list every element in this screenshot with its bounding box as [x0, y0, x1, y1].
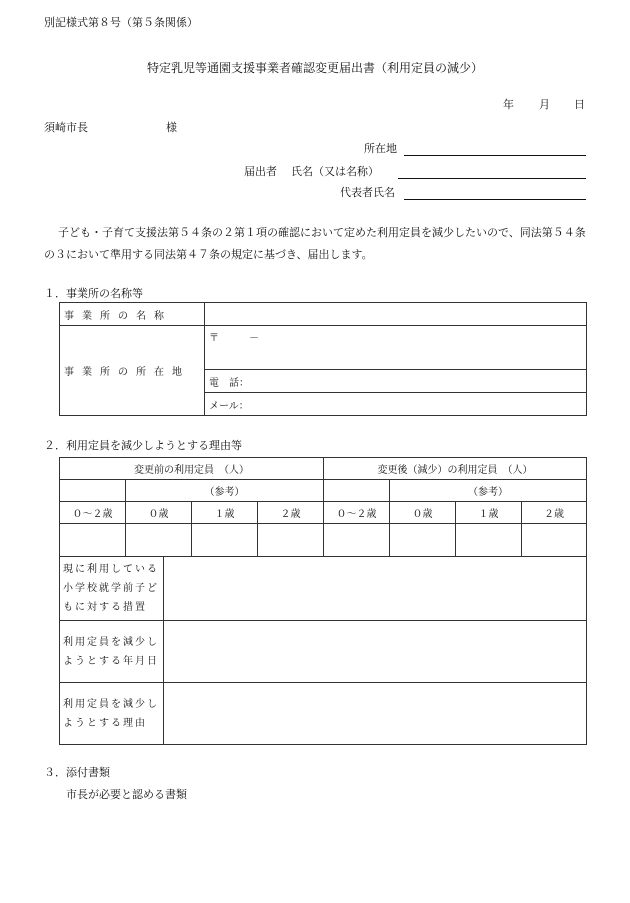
section1-heading: １．事業所の名称等 [44, 287, 143, 300]
facility-address-label: 事業所の所在地 [60, 326, 205, 416]
postal-field[interactable] [205, 326, 587, 370]
measures-label: 現に利用している小学校就学前子どもに対する措置 [60, 557, 164, 621]
form-number: 別記様式第８号（第５条関係） [44, 16, 198, 29]
age-header: １歳 [456, 502, 522, 524]
before-capacity-header: 変更前の利用定員 （人） [60, 458, 324, 480]
date-day: 日 [574, 98, 585, 111]
capacity-input[interactable] [390, 524, 456, 557]
age-header: ２歳 [522, 502, 587, 524]
age-header: ０歳 [126, 502, 192, 524]
email-field[interactable] [205, 393, 587, 416]
age-header: ０～２歳 [60, 502, 126, 524]
addressee-name: 須崎市長 [44, 121, 88, 134]
date-month: 月 [539, 98, 550, 111]
capacity-input[interactable] [456, 524, 522, 557]
after-ref-header: （参考） [390, 480, 587, 502]
rep-label: 代表者氏名 [340, 186, 395, 199]
capacity-input[interactable] [192, 524, 258, 557]
address-field[interactable] [404, 155, 586, 156]
reduction-date-field[interactable] [164, 621, 587, 683]
before-blank-cell [60, 480, 126, 502]
age-header: ０～２歳 [324, 502, 390, 524]
age-header: １歳 [192, 502, 258, 524]
capacity-input[interactable] [60, 524, 126, 557]
age-header: ２歳 [258, 502, 324, 524]
email-label: メール： [209, 400, 249, 412]
section2-heading: ２．利用定員を減少しようとする理由等 [44, 439, 242, 452]
reduction-reason-label: 利用定員を減少しようとする理由 [60, 683, 164, 745]
after-blank-cell [324, 480, 390, 502]
name-field[interactable] [398, 178, 586, 179]
facility-name-field[interactable] [205, 303, 587, 326]
addressee-honorific: 様 [166, 121, 177, 134]
reduction-date-label: 利用定員を減少しようとする年月日 [60, 621, 164, 683]
document-title: 特定乳児等通園支援事業者確認変更届出書（利用定員の減少） [146, 61, 483, 75]
date-year: 年 [503, 98, 514, 111]
section3-heading: ３．添付書類 [44, 766, 110, 779]
reason-table [59, 556, 587, 745]
postal-label: 〒 － [209, 333, 259, 344]
measures-field[interactable] [164, 557, 587, 621]
capacity-input[interactable] [522, 524, 587, 557]
facility-name-label: 事業所の名称 [60, 303, 205, 326]
name-label: 氏名（又は名称） [291, 165, 379, 178]
capacity-input[interactable] [258, 524, 324, 557]
age-header: ０歳 [390, 502, 456, 524]
address-label: 所在地 [364, 142, 397, 155]
capacity-input[interactable] [126, 524, 192, 557]
before-ref-header: （参考） [126, 480, 324, 502]
capacity-input[interactable] [324, 524, 390, 557]
attachments-text: 市長が必要と認める書類 [66, 788, 187, 801]
capacity-table [59, 457, 587, 557]
after-capacity-header: 変更後（減少）の利用定員 （人） [324, 458, 587, 480]
rep-field[interactable] [404, 199, 586, 200]
body-text: 子ども・子育て支援法第５４条の２第１項の確認において定めた利用定員を減少したいので、同法第５４条の３において準用する同法第４７条の規定に基づき、届出します。 [44, 226, 586, 261]
phone-label: 電 話： [209, 377, 249, 389]
facility-table [59, 302, 587, 416]
reduction-reason-field[interactable] [164, 683, 587, 745]
notifier-label: 届出者 [244, 165, 277, 178]
phone-field[interactable] [205, 370, 587, 393]
